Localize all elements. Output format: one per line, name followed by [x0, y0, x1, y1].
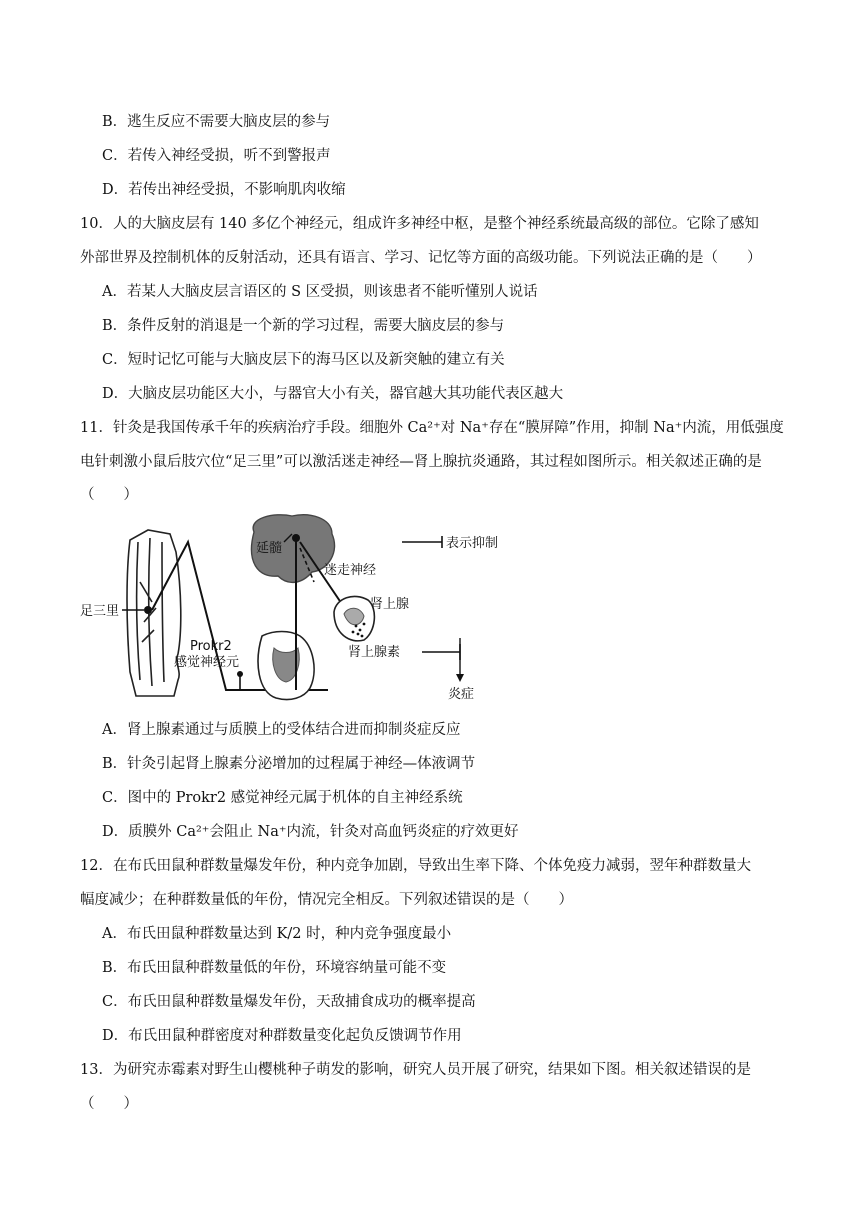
q10-stem-line-2: 外部世界及控制机体的反射活动，还具有语言、学习、记忆等方面的高级功能。下列说法正确的是（ ） [80, 250, 762, 266]
q13-stem-line-2: （ ） [80, 1096, 138, 1112]
q11-option-a: A．肾上腺素通过与质膜上的受体结合进而抑制炎症反应 [102, 722, 461, 738]
epinephrine-label: 肾上腺素 [348, 645, 401, 660]
q9-option-b: B．逃生反应不需要大脑皮层的参与 [102, 114, 331, 130]
q10-option-b: B．条件反射的消退是一个新的学习过程，需要大脑皮层的参与 [102, 318, 505, 334]
adrenal-label: 肾上腺 [370, 597, 410, 612]
q10-option-c: C．短时记忆可能与大脑皮层下的海马区以及新突触的建立有关 [102, 352, 505, 368]
q12-option-b: B．布氏田鼠种群数量低的年份，环境容纳量可能不变 [102, 960, 447, 976]
q9-option-d: D．若传出神经受损，不影响肌肉收缩 [102, 182, 346, 198]
zusanli-label: 足三里 [80, 604, 120, 619]
q12-stem-line-2: 幅度减少；在种群数量低的年份，情况完全相反。下列叙述错误的是（ ） [80, 892, 573, 908]
q11-stem-line-2: 电针刺激小鼠后肢穴位“足三里”可以激活迷走神经—肾上腺抗炎通路，其过程如图所示。相关叙述正确的是 [80, 454, 762, 470]
neuron-cell-body-icon [237, 671, 243, 677]
prokr2-label-line-2: 感觉神经元 [174, 655, 240, 670]
q12-stem-line-1: 12．在布氏田鼠种群数量爆发年份，种内竞争加剧，导致出生率下降、个体免疫力减弱，翌年种群数量大 [80, 858, 751, 874]
q10-stem-line-1: 10．人的大脑皮层有 140 多亿个神经元，组成许多神经中枢，是整个神经系统最高级的部位。它除了感知 [80, 216, 759, 232]
inflammation-label: 炎症 [448, 687, 475, 702]
q11-option-c: C．图中的 Prokr2 感觉神经元属于机体的自主神经系统 [102, 790, 463, 806]
q11-stem-line-1: 11．针灸是我国传承千年的疾病治疗手段。细胞外 Ca²⁺对 Na⁺存在“膜屏障”作用，抑制 Na⁺内流，用低强度 [80, 420, 784, 436]
q11-option-b: B．针灸引起肾上腺素分泌增加的过程属于神经—体液调节 [102, 756, 476, 772]
q12-option-d: D．布氏田鼠种群密度对种群数量变化起负反馈调节作用 [102, 1028, 462, 1044]
q11-stem-line-3: （ ） [80, 487, 138, 503]
q10-option-a: A．若某人大脑皮层言语区的 S 区受损，则该患者不能听懂别人说话 [102, 284, 538, 300]
q13-stem-line-1: 13．为研究赤霉素对野生山樱桃种子萌发的影响，研究人员开展了研究，结果如下图。相关叙述错误的是 [80, 1062, 751, 1078]
medulla-label: 延髓 [256, 541, 283, 556]
zusanli-point [144, 606, 152, 614]
prokr2-label-line-1: Prokr2 [190, 639, 232, 654]
q10-option-d: D．大脑皮层功能区大小，与器官大小有关，器官越大其功能代表区越大 [102, 386, 564, 402]
adrenal-gland-diagram [334, 596, 374, 640]
inhibit-legend-label: 表示抑制 [446, 536, 499, 551]
vagus-nerve-label: 迷走神经 [324, 563, 377, 578]
q12-option-a: A．布氏田鼠种群数量达到 K/2 时，种内竞争强度最小 [102, 926, 452, 942]
spinal-cord-diagram [258, 632, 314, 700]
q12-option-c: C．布氏田鼠种群数量爆发年份，天敌捕食成功的概率提高 [102, 994, 476, 1010]
q11-option-d: D．质膜外 Ca²⁺会阻止 Na⁺内流，针灸对高血钙炎症的疗效更好 [102, 824, 519, 840]
mouse-leg-diagram [127, 530, 181, 696]
acupuncture-pathway-figure [78, 512, 518, 704]
q9-option-c: C．若传入神经受损，听不到警报声 [102, 148, 331, 164]
